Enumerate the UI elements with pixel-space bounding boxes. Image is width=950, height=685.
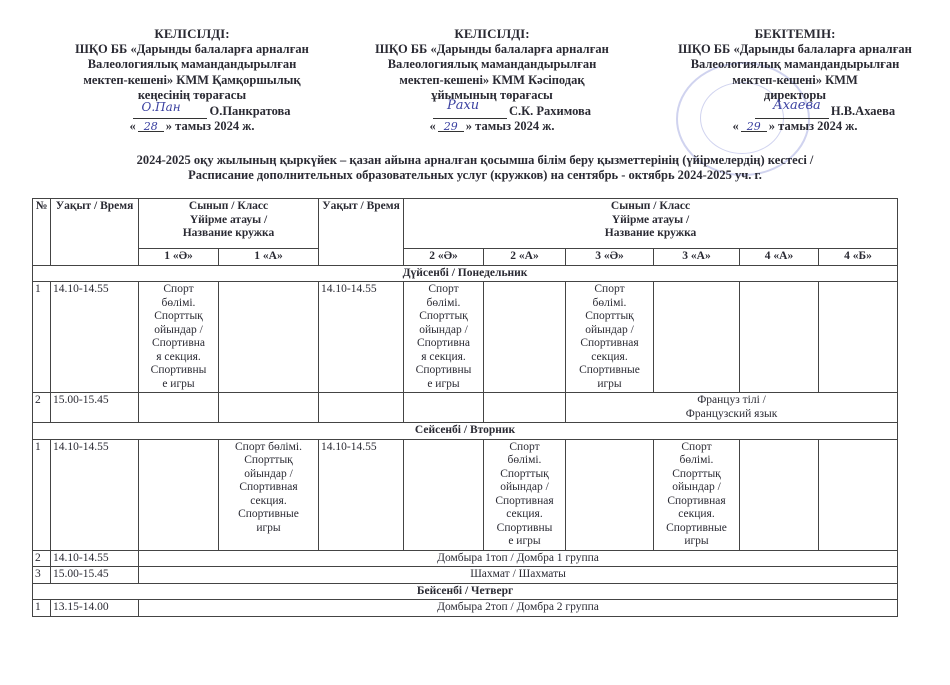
table-row (33, 550, 898, 567)
col-class-1: Сынып / Класс Үйірме атауы / Название кружка (139, 199, 319, 249)
signature: О.Пан (141, 100, 181, 114)
signer-name: С.К. Рахимова (508, 103, 592, 118)
cell-french: Француз тілі / Французский язык (566, 393, 898, 423)
signature: Ахаева (772, 98, 821, 113)
empty-cell (404, 393, 484, 423)
heading-line-1: 2024-2025 оқу жылының қыркүйек – қазан айына арналған қосымша білім беру қызметтерінің (үйірмелердің) кестесі / (136, 153, 814, 167)
signature-row (660, 98, 930, 120)
date-day: 29 (741, 119, 767, 132)
empty-cell (139, 439, 219, 550)
cell-sport-1a: Спорт бөлімі. Спорттық ойындар / Спортивная секция. Спортивные игры (219, 439, 319, 550)
empty-cell (319, 393, 404, 423)
empty-cell (654, 282, 740, 393)
signature-row (62, 100, 322, 120)
approval-line: Валеологиялық мамандандырылған (87, 57, 297, 71)
empty-cell (740, 282, 819, 393)
table-row (33, 393, 898, 423)
row-num: 2 (33, 393, 51, 423)
table-row (33, 282, 898, 393)
day-row (33, 583, 898, 600)
approval-title: КЕЛІСІЛДІ: (454, 26, 530, 41)
day-row (33, 423, 898, 440)
cell-dombra-1: Домбыра 1топ / Домбра 1 группа (139, 550, 898, 567)
approval-line: мектеп-кешені» КММ (732, 72, 858, 87)
empty-cell (819, 282, 898, 393)
day-monday: Дүйсенбі / Понедельник (33, 265, 898, 282)
row-time: 14.10-14.55 (51, 282, 139, 393)
row-time: 13.15-14.00 (51, 600, 139, 617)
row-time-2: 14.10-14.55 (319, 282, 404, 393)
approval-line: мектеп-кешені» КММ Қамқоршылық (83, 72, 301, 87)
date-day: 28 (138, 119, 164, 132)
cell-sport-2a-kz: Спорт бөлімі. Спорттық ойындар / Спортивна я секция. Спортивны е игры (404, 282, 484, 393)
signature-line (755, 98, 829, 119)
signature-line (433, 98, 507, 119)
approval-title: КЕЛІСІЛДІ: (154, 26, 230, 41)
empty-cell (566, 439, 654, 550)
row-num: 1 (33, 600, 51, 617)
approval-line: директоры (763, 88, 827, 102)
approval-line: ШҚО ББ «Дарынды балаларға арналған (75, 41, 309, 56)
row-time: 15.00-15.45 (51, 393, 139, 423)
grade-header: 1 «А» (219, 249, 319, 266)
day-thursday: Бейсенбі / Четверг (33, 583, 898, 600)
date-day: 29 (438, 119, 464, 132)
approval-date: « 29 » тамыз 2024 ж. (429, 119, 555, 133)
cell-chess: Шахмат / Шахматы (139, 567, 898, 584)
signature: Рахи (446, 98, 480, 113)
cell-sport-3a: Спорт бөлімі. Спорттық ойындар / Спортивная секция. Спортивные игры (654, 439, 740, 550)
col-time-1: Уақыт / Время (51, 199, 139, 266)
schedule-table (32, 198, 898, 617)
cell-sport-2a: Спорт бөлімі. Спорттық ойындар / Спортивная секция. Спортивны е игры (484, 439, 566, 550)
row-num: 1 (33, 439, 51, 550)
approval-date: « 29 » тамыз 2024 ж. (732, 119, 858, 133)
approval-block-1 (62, 26, 322, 135)
approval-line: кеңесінің төрағасы (137, 88, 247, 102)
approval-line: Валеологиялық мамандандырылған (690, 57, 900, 71)
empty-cell (740, 439, 819, 550)
col-time-2: Уақыт / Время (319, 199, 404, 266)
empty-cell (404, 439, 484, 550)
empty-cell (219, 393, 319, 423)
approval-block-3 (660, 26, 930, 135)
approval-block-2 (362, 26, 622, 135)
table-header-row (33, 199, 898, 249)
row-time: 14.10-14.55 (51, 550, 139, 567)
table-row (33, 567, 898, 584)
approval-line: ШҚО ББ «Дарынды балаларға арналған (678, 41, 912, 56)
empty-cell (139, 393, 219, 423)
grade-header: 3 «А» (654, 249, 740, 266)
table-row (33, 439, 898, 550)
empty-cell (819, 439, 898, 550)
grade-header-row (33, 249, 898, 266)
table-row (33, 600, 898, 617)
cell-dombra-2: Домбыра 2топ / Домбра 2 группа (139, 600, 898, 617)
document-heading (0, 153, 950, 183)
row-num: 1 (33, 282, 51, 393)
grade-header: 2 «А» (484, 249, 566, 266)
signer-name: О.Панкратова (209, 103, 291, 118)
cell-sport-3a-kz: Спорт бөлімі. Спорттық ойындар / Спортивная секция. Спортивные игры (566, 282, 654, 393)
empty-cell (219, 282, 319, 393)
grade-header: 3 «Ә» (566, 249, 654, 266)
approval-line: ұйымының төрағасы (431, 88, 553, 102)
col-num: № (33, 199, 51, 266)
row-time: 14.10-14.55 (51, 439, 139, 550)
day-row (33, 265, 898, 282)
signature-line (133, 100, 207, 119)
grade-header: 4 «А» (740, 249, 819, 266)
day-tuesday: Сейсенбі / Вторник (33, 423, 898, 440)
grade-header: 1 «Ә» (139, 249, 219, 266)
row-num: 2 (33, 550, 51, 567)
approval-line: Валеологиялық мамандандырылған (387, 57, 597, 71)
grade-header: 2 «Ә» (404, 249, 484, 266)
empty-cell (484, 393, 566, 423)
row-num: 3 (33, 567, 51, 584)
signature-row (362, 98, 622, 120)
approval-line: мектеп-кешені» КММ Кәсіподақ (399, 72, 585, 87)
heading-line-2: Расписание дополнительных образовательных услуг (кружков) на сентябрь - октябрь 2024-2025 уч. г. (188, 168, 762, 182)
approval-line: ШҚО ББ «Дарынды балаларға арналған (375, 41, 609, 56)
col-class-2: Сынып / Класс Үйірме атауы / Название кружка (404, 199, 898, 249)
row-time-2: 14.10-14.55 (319, 439, 404, 550)
cell-sport-1a-kz: Спорт бөлімі. Спорттық ойындар / Спортивна я секция. Спортивны е игры (139, 282, 219, 393)
approval-title: БЕКІТЕМІН: (754, 26, 836, 41)
signer-name: Н.В.Ахаева (830, 103, 896, 118)
row-time: 15.00-15.45 (51, 567, 139, 584)
approval-date: « 28 » тамыз 2024 ж. (129, 119, 255, 133)
empty-cell (484, 282, 566, 393)
grade-header: 4 «Б» (819, 249, 898, 266)
